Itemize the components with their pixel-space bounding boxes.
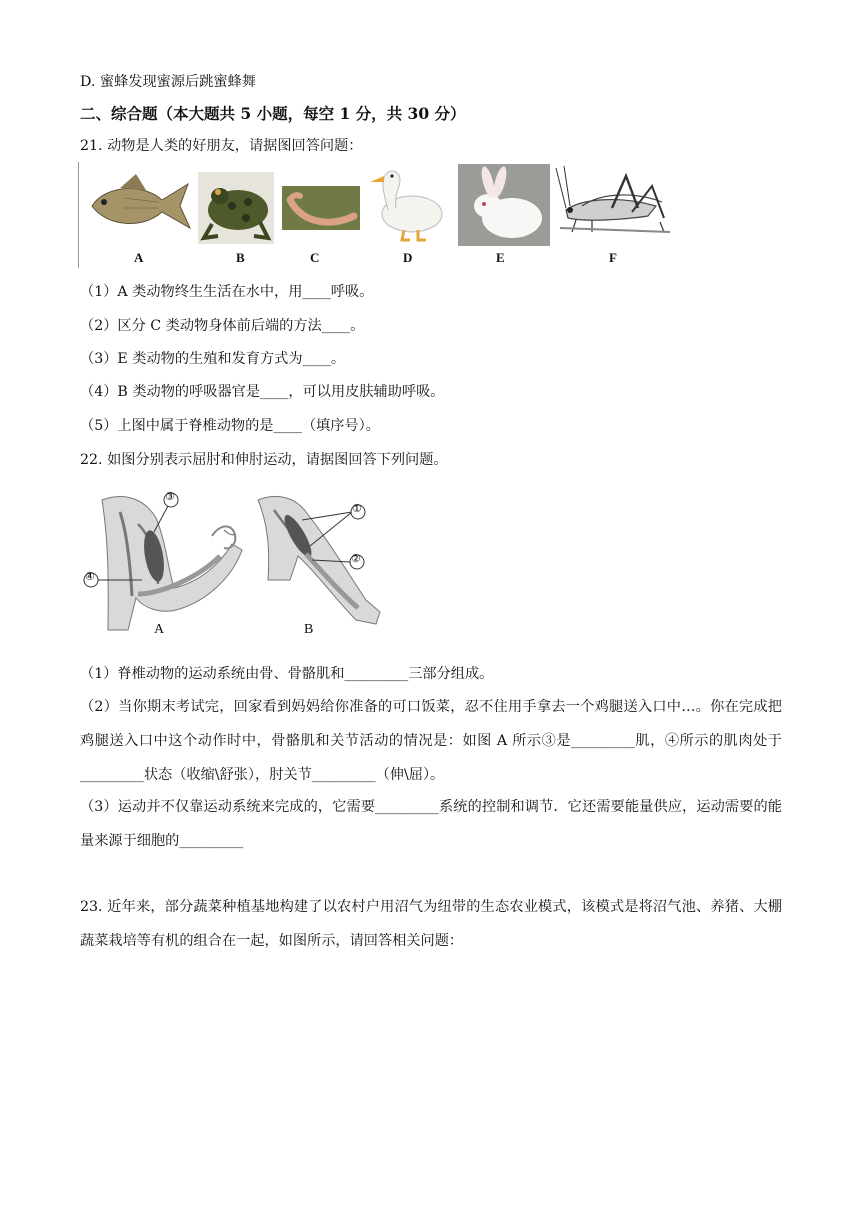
animal-label-e: E <box>496 250 505 265</box>
q21-sub2: （2）区分 C 类动物身体前后端的方法____。 <box>80 318 365 334</box>
q22-sub3: （3）运动并不仅靠运动系统来完成的，它需要_________系统的控制和调节．它还需要能量供应，运动需要的能量来源于细胞的_________ <box>80 799 782 849</box>
grasshopper-image <box>552 162 672 242</box>
animal-label-d: D <box>403 250 413 265</box>
q21-sub1: （1）A 类动物终生生活在水中，用____呼吸。 <box>80 284 374 300</box>
muscle-label-4: ④ <box>85 571 95 583</box>
q21-sub3: （3）E 类动物的生殖和发育方式为____。 <box>80 351 346 367</box>
q23-stem: 23. 近年来，部分蔬菜种植基地构建了以农村户用沼气为纽带的生态农业模式，该模式是将沼气池、养猪、大棚蔬菜栽培等有机的组合在一起，如图所示，请回答相关问题： <box>80 899 782 949</box>
muscle-label-3: ③ <box>165 491 175 503</box>
section-title: 二、综合题（本大题共 5 小题，每空 1 分，共 30 分） <box>80 104 466 123</box>
muscle-label-1: ① <box>352 503 362 515</box>
q21-stem: 21. 动物是人类的好朋友，请据图回答问题： <box>80 138 363 154</box>
flexion-extension-diagram <box>80 490 390 642</box>
animal-label-f: F <box>609 250 617 265</box>
q22-sub1: （1）脊椎动物的运动系统由骨、骨骼肌和_________三部分组成。 <box>80 666 494 682</box>
q22-stem: 22. 如图分别表示屈肘和伸肘运动，请据图回答下列问题。 <box>80 452 448 468</box>
q22-sub2: （2）当你期末考试完，回家看到妈妈给你准备的可口饭菜，忍不住用手拿去一个鸡腿送入口中…。你在完成把鸡腿送入口中这个动作时中，骨骼肌和关节活动的情况是：如图 A 所示③是_________肌，④所示的肌肉处于_________状态（收缩\舒张），肘关节_________（伸\屈）。 <box>80 699 782 783</box>
duck-image <box>360 164 448 244</box>
q21-sub5: （5）上图中属于脊椎动物的是____（填序号）。 <box>80 418 380 434</box>
arm-figure <box>80 490 390 642</box>
earthworm-image <box>282 186 360 230</box>
fish-image <box>84 172 196 236</box>
animal-label-c: C <box>310 250 320 265</box>
arm-label-a: A <box>154 622 165 637</box>
prev-option-d: D. 蜜蜂发现蜜源后跳蜜蜂舞 <box>80 74 256 90</box>
rabbit-image <box>458 164 550 246</box>
q21-sub4: （4）B 类动物的呼吸器官是____，可以用皮肤辅助呼吸。 <box>80 384 445 400</box>
animal-label-a: A <box>134 250 144 265</box>
muscle-label-2: ② <box>351 553 361 565</box>
arm-label-b: B <box>304 622 314 637</box>
frog-image <box>198 172 274 244</box>
animal-label-b: B <box>236 250 245 265</box>
animals-figure <box>78 160 678 272</box>
